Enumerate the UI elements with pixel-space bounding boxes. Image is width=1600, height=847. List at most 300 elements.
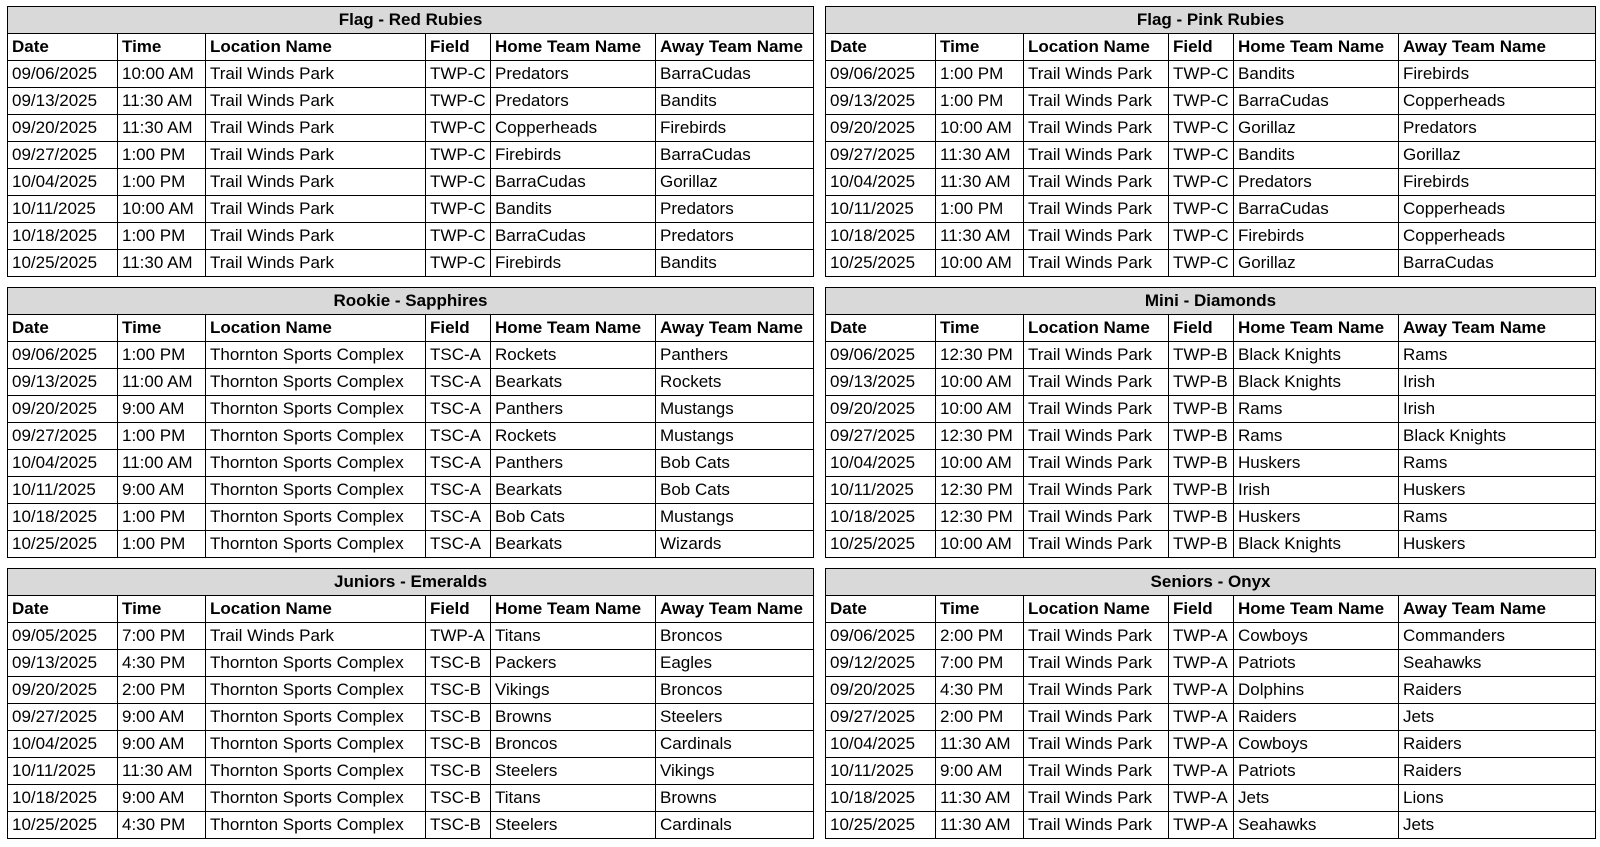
column-header-away-team: Away Team Name	[1399, 34, 1596, 61]
cell-home-team: Rams	[1234, 396, 1399, 423]
column-header-field: Field	[426, 34, 491, 61]
table-row	[826, 531, 1596, 558]
cell-time: 11:30 AM	[118, 115, 206, 142]
table-row	[826, 504, 1596, 531]
column-header-location: Location Name	[206, 315, 426, 342]
schedule-title: Juniors - Emeralds	[8, 569, 814, 596]
cell-location: Trail Winds Park	[1024, 88, 1169, 115]
cell-field: TSC-A	[426, 504, 491, 531]
cell-away-team: Jets	[1399, 812, 1596, 839]
cell-away-team: Raiders	[1399, 758, 1596, 785]
cell-away-team: Cardinals	[656, 731, 814, 758]
cell-location: Trail Winds Park	[206, 250, 426, 277]
cell-location: Trail Winds Park	[1024, 477, 1169, 504]
column-header-time: Time	[936, 34, 1024, 61]
cell-home-team: BarraCudas	[491, 223, 656, 250]
cell-home-team: Dolphins	[1234, 677, 1399, 704]
cell-date: 09/27/2025	[8, 704, 118, 731]
cell-home-team: Steelers	[491, 812, 656, 839]
table-row	[8, 142, 814, 169]
table-row	[8, 477, 814, 504]
cell-location: Thornton Sports Complex	[206, 423, 426, 450]
cell-away-team: Eagles	[656, 650, 814, 677]
cell-field: TSC-B	[426, 785, 491, 812]
column-header-field: Field	[426, 596, 491, 623]
schedule-table	[825, 568, 1596, 839]
cell-date: 10/04/2025	[8, 731, 118, 758]
schedule-title: Mini - Diamonds	[826, 288, 1596, 315]
cell-away-team: Panthers	[656, 342, 814, 369]
cell-field: TWP-A	[1169, 731, 1234, 758]
table-row	[8, 196, 814, 223]
cell-date: 09/20/2025	[8, 677, 118, 704]
cell-home-team: Bob Cats	[491, 504, 656, 531]
cell-home-team: Predators	[491, 61, 656, 88]
cell-date: 10/25/2025	[826, 531, 936, 558]
cell-field: TWP-C	[426, 223, 491, 250]
cell-home-team: Panthers	[491, 450, 656, 477]
table-row	[8, 731, 814, 758]
cell-date: 10/18/2025	[826, 504, 936, 531]
cell-home-team: Cowboys	[1234, 731, 1399, 758]
cell-away-team: Predators	[656, 223, 814, 250]
column-header-away-team: Away Team Name	[656, 34, 814, 61]
cell-away-team: Bob Cats	[656, 477, 814, 504]
cell-time: 12:30 PM	[936, 342, 1024, 369]
cell-location: Trail Winds Park	[1024, 196, 1169, 223]
cell-away-team: Rams	[1399, 342, 1596, 369]
table-row	[8, 677, 814, 704]
cell-away-team: Gorillaz	[1399, 142, 1596, 169]
cell-time: 1:00 PM	[936, 88, 1024, 115]
cell-date: 09/06/2025	[826, 623, 936, 650]
cell-date: 10/18/2025	[826, 223, 936, 250]
cell-date: 10/18/2025	[8, 504, 118, 531]
table-row	[8, 704, 814, 731]
column-header-date: Date	[8, 596, 118, 623]
table-row	[826, 169, 1596, 196]
cell-field: TWP-A	[1169, 650, 1234, 677]
cell-date: 09/27/2025	[826, 423, 936, 450]
cell-date: 10/18/2025	[8, 785, 118, 812]
schedule-title: Flag - Pink Rubies	[826, 7, 1596, 34]
cell-time: 9:00 AM	[118, 731, 206, 758]
cell-field: TWP-C	[426, 196, 491, 223]
cell-time: 4:30 PM	[118, 812, 206, 839]
cell-location: Trail Winds Park	[206, 223, 426, 250]
cell-date: 10/11/2025	[826, 758, 936, 785]
cell-home-team: Raiders	[1234, 704, 1399, 731]
cell-time: 11:30 AM	[936, 785, 1024, 812]
cell-location: Trail Winds Park	[1024, 758, 1169, 785]
cell-home-team: Rams	[1234, 423, 1399, 450]
schedule-mini-diamonds	[825, 287, 1595, 558]
column-header-time: Time	[936, 596, 1024, 623]
cell-location: Trail Winds Park	[1024, 704, 1169, 731]
cell-away-team: Cardinals	[656, 812, 814, 839]
cell-field: TSC-B	[426, 731, 491, 758]
table-row	[826, 142, 1596, 169]
cell-location: Trail Winds Park	[206, 88, 426, 115]
cell-away-team: Predators	[656, 196, 814, 223]
schedule-title: Rookie - Sapphires	[8, 288, 814, 315]
cell-time: 11:30 AM	[936, 731, 1024, 758]
cell-field: TSC-B	[426, 812, 491, 839]
column-header-field: Field	[1169, 596, 1234, 623]
cell-time: 7:00 PM	[118, 623, 206, 650]
column-header-home-team: Home Team Name	[491, 315, 656, 342]
schedule-table	[7, 568, 814, 839]
table-row	[826, 812, 1596, 839]
table-row	[8, 88, 814, 115]
cell-field: TWP-C	[426, 142, 491, 169]
column-header-location: Location Name	[1024, 34, 1169, 61]
cell-field: TWP-C	[1169, 223, 1234, 250]
column-header-home-team: Home Team Name	[491, 34, 656, 61]
cell-home-team: Bandits	[1234, 61, 1399, 88]
cell-field: TWP-A	[1169, 758, 1234, 785]
cell-time: 10:00 AM	[936, 396, 1024, 423]
cell-field: TSC-A	[426, 369, 491, 396]
cell-date: 09/20/2025	[826, 115, 936, 142]
table-row	[8, 61, 814, 88]
cell-date: 10/25/2025	[8, 531, 118, 558]
cell-location: Thornton Sports Complex	[206, 396, 426, 423]
cell-home-team: Copperheads	[491, 115, 656, 142]
column-header-location: Location Name	[1024, 315, 1169, 342]
cell-home-team: Firebirds	[491, 250, 656, 277]
cell-home-team: Bandits	[491, 196, 656, 223]
table-row	[8, 396, 814, 423]
cell-field: TWP-C	[1169, 142, 1234, 169]
cell-location: Trail Winds Park	[206, 115, 426, 142]
cell-field: TWP-C	[426, 61, 491, 88]
table-row	[826, 61, 1596, 88]
schedule-flag-red-rubies	[7, 6, 813, 277]
cell-time: 10:00 AM	[118, 61, 206, 88]
cell-field: TWP-C	[1169, 61, 1234, 88]
cell-home-team: Bearkats	[491, 369, 656, 396]
schedule-seniors-onyx	[825, 568, 1595, 839]
cell-field: TSC-B	[426, 677, 491, 704]
cell-time: 1:00 PM	[118, 531, 206, 558]
cell-home-team: BarraCudas	[1234, 88, 1399, 115]
cell-field: TWP-B	[1169, 423, 1234, 450]
cell-home-team: Predators	[491, 88, 656, 115]
cell-date: 10/25/2025	[826, 250, 936, 277]
cell-away-team: Copperheads	[1399, 223, 1596, 250]
cell-home-team: Huskers	[1234, 504, 1399, 531]
cell-location: Thornton Sports Complex	[206, 731, 426, 758]
cell-location: Thornton Sports Complex	[206, 504, 426, 531]
table-row	[8, 450, 814, 477]
cell-away-team: Firebirds	[1399, 61, 1596, 88]
cell-home-team: Broncos	[491, 731, 656, 758]
cell-away-team: Seahawks	[1399, 650, 1596, 677]
table-row	[8, 423, 814, 450]
table-row	[8, 785, 814, 812]
cell-location: Trail Winds Park	[206, 169, 426, 196]
cell-time: 11:30 AM	[118, 88, 206, 115]
table-row	[826, 250, 1596, 277]
cell-home-team: Seahawks	[1234, 812, 1399, 839]
table-row	[8, 250, 814, 277]
cell-date: 10/11/2025	[8, 196, 118, 223]
cell-time: 11:00 AM	[118, 369, 206, 396]
cell-location: Thornton Sports Complex	[206, 650, 426, 677]
cell-location: Trail Winds Park	[1024, 342, 1169, 369]
cell-away-team: Firebirds	[1399, 169, 1596, 196]
table-row	[826, 369, 1596, 396]
cell-date: 10/25/2025	[826, 812, 936, 839]
cell-date: 10/25/2025	[8, 812, 118, 839]
cell-home-team: Titans	[491, 623, 656, 650]
cell-time: 7:00 PM	[936, 650, 1024, 677]
cell-location: Trail Winds Park	[206, 142, 426, 169]
table-row	[8, 369, 814, 396]
cell-time: 10:00 AM	[936, 369, 1024, 396]
column-header-date: Date	[826, 34, 936, 61]
cell-field: TWP-C	[426, 88, 491, 115]
cell-time: 9:00 AM	[118, 477, 206, 504]
cell-location: Trail Winds Park	[1024, 785, 1169, 812]
cell-home-team: Patriots	[1234, 758, 1399, 785]
cell-location: Trail Winds Park	[1024, 223, 1169, 250]
cell-away-team: Irish	[1399, 396, 1596, 423]
cell-home-team: Bearkats	[491, 477, 656, 504]
cell-time: 9:00 AM	[936, 758, 1024, 785]
cell-location: Trail Winds Park	[1024, 812, 1169, 839]
cell-time: 4:30 PM	[936, 677, 1024, 704]
cell-time: 2:00 PM	[936, 704, 1024, 731]
cell-away-team: Irish	[1399, 369, 1596, 396]
cell-date: 09/13/2025	[8, 369, 118, 396]
cell-field: TWP-A	[1169, 677, 1234, 704]
column-header-location: Location Name	[206, 596, 426, 623]
cell-location: Trail Winds Park	[1024, 650, 1169, 677]
cell-location: Thornton Sports Complex	[206, 342, 426, 369]
cell-location: Trail Winds Park	[206, 196, 426, 223]
cell-away-team: Rockets	[656, 369, 814, 396]
table-row	[826, 650, 1596, 677]
cell-away-team: Bob Cats	[656, 450, 814, 477]
cell-field: TWP-A	[1169, 704, 1234, 731]
cell-date: 09/05/2025	[8, 623, 118, 650]
cell-location: Trail Winds Park	[1024, 731, 1169, 758]
cell-location: Thornton Sports Complex	[206, 704, 426, 731]
table-row	[826, 223, 1596, 250]
cell-home-team: Rockets	[491, 423, 656, 450]
cell-field: TSC-A	[426, 477, 491, 504]
column-header-away-team: Away Team Name	[656, 596, 814, 623]
cell-home-team: Packers	[491, 650, 656, 677]
column-header-location: Location Name	[1024, 596, 1169, 623]
schedule-table	[825, 287, 1596, 558]
cell-field: TWP-A	[1169, 785, 1234, 812]
cell-away-team: Copperheads	[1399, 88, 1596, 115]
cell-home-team: Black Knights	[1234, 531, 1399, 558]
column-header-field: Field	[1169, 34, 1234, 61]
cell-away-team: Jets	[1399, 704, 1596, 731]
cell-field: TSC-A	[426, 531, 491, 558]
cell-time: 2:00 PM	[936, 623, 1024, 650]
table-row	[826, 758, 1596, 785]
cell-away-team: Raiders	[1399, 677, 1596, 704]
cell-date: 09/13/2025	[8, 650, 118, 677]
cell-away-team: Gorillaz	[656, 169, 814, 196]
cell-time: 11:30 AM	[118, 250, 206, 277]
cell-field: TSC-A	[426, 423, 491, 450]
cell-time: 10:00 AM	[936, 531, 1024, 558]
cell-time: 1:00 PM	[118, 504, 206, 531]
cell-date: 10/04/2025	[826, 731, 936, 758]
cell-home-team: Browns	[491, 704, 656, 731]
cell-field: TWP-C	[426, 115, 491, 142]
cell-date: 09/27/2025	[8, 423, 118, 450]
cell-home-team: BarraCudas	[491, 169, 656, 196]
cell-time: 12:30 PM	[936, 423, 1024, 450]
cell-away-team: Mustangs	[656, 396, 814, 423]
table-row	[8, 531, 814, 558]
cell-location: Thornton Sports Complex	[206, 677, 426, 704]
cell-time: 9:00 AM	[118, 396, 206, 423]
cell-date: 09/06/2025	[826, 342, 936, 369]
cell-away-team: Vikings	[656, 758, 814, 785]
cell-date: 10/04/2025	[8, 169, 118, 196]
cell-time: 1:00 PM	[118, 223, 206, 250]
cell-field: TSC-B	[426, 704, 491, 731]
column-header-time: Time	[936, 315, 1024, 342]
cell-time: 11:30 AM	[936, 169, 1024, 196]
cell-home-team: Predators	[1234, 169, 1399, 196]
cell-time: 10:00 AM	[118, 196, 206, 223]
cell-location: Thornton Sports Complex	[206, 812, 426, 839]
cell-away-team: Wizards	[656, 531, 814, 558]
column-header-field: Field	[1169, 315, 1234, 342]
cell-time: 10:00 AM	[936, 250, 1024, 277]
cell-date: 09/20/2025	[8, 115, 118, 142]
cell-field: TSC-A	[426, 450, 491, 477]
cell-date: 10/18/2025	[826, 785, 936, 812]
cell-away-team: Steelers	[656, 704, 814, 731]
cell-away-team: Black Knights	[1399, 423, 1596, 450]
cell-date: 09/27/2025	[8, 142, 118, 169]
cell-home-team: Jets	[1234, 785, 1399, 812]
table-row	[8, 169, 814, 196]
column-header-home-team: Home Team Name	[1234, 596, 1399, 623]
cell-date: 09/12/2025	[826, 650, 936, 677]
cell-away-team: Firebirds	[656, 115, 814, 142]
cell-field: TWP-A	[426, 623, 491, 650]
cell-field: TWP-B	[1169, 450, 1234, 477]
cell-away-team: Huskers	[1399, 531, 1596, 558]
cell-location: Thornton Sports Complex	[206, 369, 426, 396]
cell-home-team: Bearkats	[491, 531, 656, 558]
cell-away-team: Browns	[656, 785, 814, 812]
cell-location: Trail Winds Park	[1024, 61, 1169, 88]
cell-date: 09/13/2025	[826, 88, 936, 115]
column-header-home-team: Home Team Name	[1234, 34, 1399, 61]
cell-home-team: Panthers	[491, 396, 656, 423]
cell-location: Trail Winds Park	[1024, 250, 1169, 277]
cell-field: TWP-C	[1169, 250, 1234, 277]
cell-home-team: Titans	[491, 785, 656, 812]
cell-away-team: Bandits	[656, 250, 814, 277]
cell-location: Thornton Sports Complex	[206, 477, 426, 504]
cell-home-team: BarraCudas	[1234, 196, 1399, 223]
table-row	[826, 731, 1596, 758]
cell-field: TWP-C	[1169, 169, 1234, 196]
cell-location: Trail Winds Park	[1024, 115, 1169, 142]
cell-time: 1:00 PM	[118, 169, 206, 196]
cell-location: Trail Winds Park	[1024, 169, 1169, 196]
cell-home-team: Huskers	[1234, 450, 1399, 477]
cell-time: 1:00 PM	[118, 423, 206, 450]
cell-date: 10/25/2025	[8, 250, 118, 277]
table-row	[826, 477, 1596, 504]
cell-field: TWP-C	[1169, 115, 1234, 142]
cell-home-team: Firebirds	[491, 142, 656, 169]
cell-away-team: Bandits	[656, 88, 814, 115]
cell-location: Trail Winds Park	[1024, 396, 1169, 423]
table-row	[826, 196, 1596, 223]
schedule-juniors-emeralds	[7, 568, 813, 839]
cell-field: TSC-A	[426, 396, 491, 423]
cell-date: 09/20/2025	[826, 677, 936, 704]
cell-location: Trail Winds Park	[1024, 423, 1169, 450]
cell-time: 9:00 AM	[118, 704, 206, 731]
cell-location: Thornton Sports Complex	[206, 785, 426, 812]
column-header-date: Date	[8, 34, 118, 61]
cell-time: 10:00 AM	[936, 450, 1024, 477]
table-row	[8, 342, 814, 369]
cell-date: 10/04/2025	[826, 169, 936, 196]
cell-date: 10/11/2025	[826, 196, 936, 223]
cell-away-team: Predators	[1399, 115, 1596, 142]
cell-field: TWP-B	[1169, 369, 1234, 396]
cell-time: 1:00 PM	[118, 142, 206, 169]
cell-date: 09/13/2025	[826, 369, 936, 396]
cell-location: Trail Winds Park	[1024, 677, 1169, 704]
table-row	[826, 450, 1596, 477]
table-row	[8, 812, 814, 839]
table-row	[826, 785, 1596, 812]
column-header-away-team: Away Team Name	[656, 315, 814, 342]
cell-location: Trail Winds Park	[1024, 504, 1169, 531]
cell-field: TWP-A	[1169, 623, 1234, 650]
column-header-field: Field	[426, 315, 491, 342]
cell-home-team: Irish	[1234, 477, 1399, 504]
cell-location: Trail Winds Park	[206, 61, 426, 88]
cell-date: 09/20/2025	[8, 396, 118, 423]
table-row	[8, 223, 814, 250]
cell-field: TWP-B	[1169, 396, 1234, 423]
column-header-away-team: Away Team Name	[1399, 596, 1596, 623]
cell-home-team: Vikings	[491, 677, 656, 704]
table-row	[826, 88, 1596, 115]
cell-time: 4:30 PM	[118, 650, 206, 677]
column-header-date: Date	[826, 596, 936, 623]
cell-date: 09/27/2025	[826, 704, 936, 731]
column-header-time: Time	[118, 315, 206, 342]
cell-location: Trail Winds Park	[1024, 531, 1169, 558]
schedule-flag-pink-rubies	[825, 6, 1595, 277]
cell-time: 1:00 PM	[936, 61, 1024, 88]
table-row	[826, 677, 1596, 704]
cell-time: 11:00 AM	[118, 450, 206, 477]
cell-home-team: Black Knights	[1234, 342, 1399, 369]
cell-date: 10/11/2025	[826, 477, 936, 504]
